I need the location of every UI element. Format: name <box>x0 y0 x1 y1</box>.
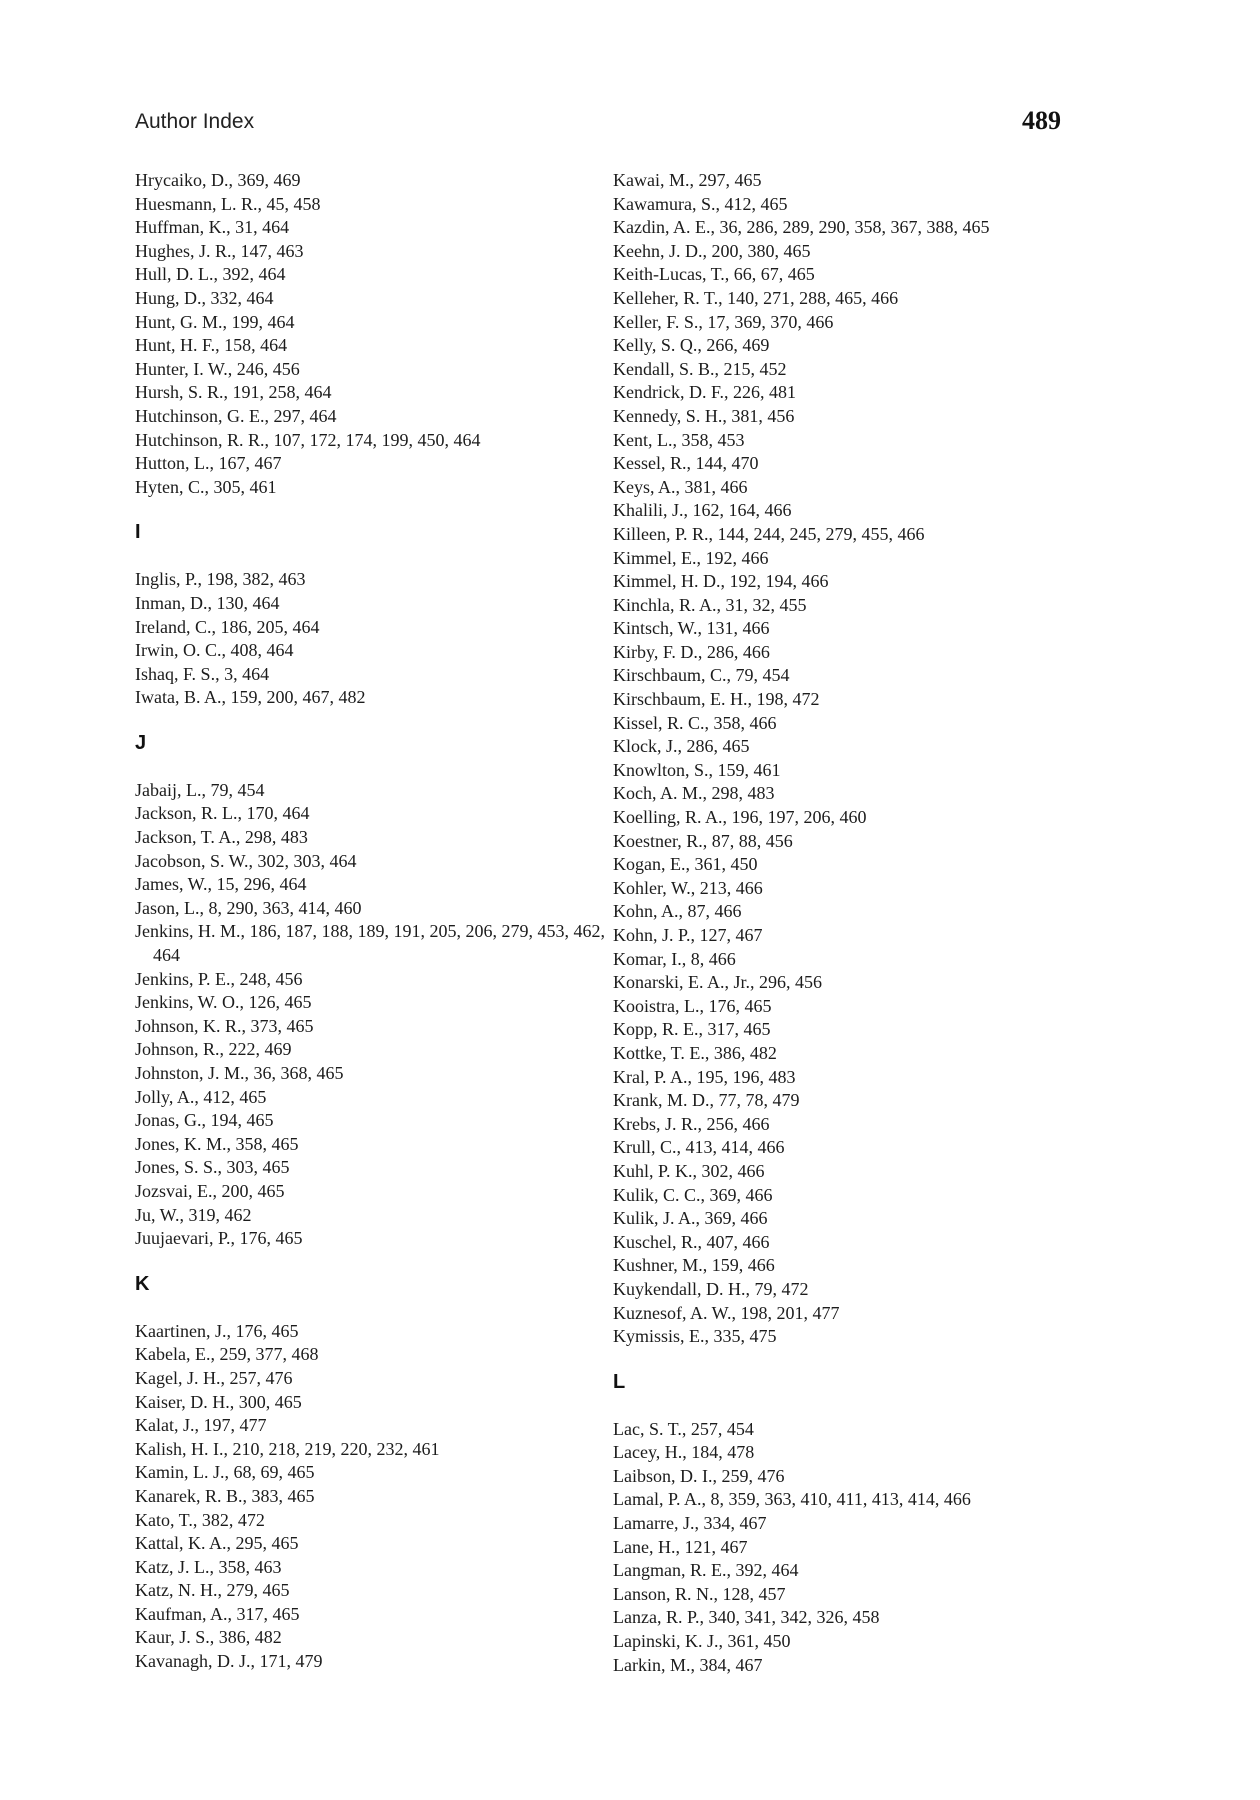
index-entry: Kulik, J. A., 369, 466 <box>613 1208 768 1229</box>
index-entry: Kalat, J., 197, 477 <box>135 1415 267 1436</box>
index-entry: Jackson, T. A., 298, 483 <box>135 827 308 848</box>
index-entry: Komar, I., 8, 466 <box>613 948 736 969</box>
index-entry: Lapinski, K. J., 361, 450 <box>613 1631 791 1652</box>
index-entry: Irwin, O. C., 408, 464 <box>135 640 294 661</box>
running-title: Author Index <box>135 110 255 133</box>
index-entry: Lamal, P. A., 8, 359, 363, 410, 411, 413, 414, 466 <box>613 1489 971 1510</box>
index-entry: Lanza, R. P., 340, 341, 342, 326, 458 <box>613 1607 880 1628</box>
index-entry: Koch, A. M., 298, 483 <box>613 783 775 804</box>
index-entry: Hunt, H. F., 158, 464 <box>135 335 288 356</box>
index-entry: Hung, D., 332, 464 <box>135 287 274 308</box>
index-entry: Kuykendall, D. H., 79, 472 <box>613 1278 809 1299</box>
index-entry: Kral, P. A., 195, 196, 483 <box>613 1066 796 1087</box>
index-entry: Jenkins, P. E., 248, 456 <box>135 968 303 989</box>
index-entry: Iwata, B. A., 159, 200, 467, 482 <box>135 687 366 708</box>
index-entry: Krank, M. D., 77, 78, 479 <box>613 1090 800 1111</box>
page-number: 489 <box>1022 106 1061 135</box>
index-entry: Kagel, J. H., 257, 476 <box>135 1367 293 1388</box>
index-entry: Kawai, M., 297, 465 <box>613 170 762 190</box>
index-entry: Ishaq, F. S., 3, 464 <box>135 663 270 684</box>
index-entry: Krull, C., 413, 414, 466 <box>613 1137 785 1158</box>
index-entry: Kogan, E., 361, 450 <box>613 854 758 875</box>
index-entry: Killeen, P. R., 144, 244, 245, 279, 455, 466 <box>613 523 925 544</box>
index-group-h <box>135 169 605 499</box>
index-entry: Juujaevari, P., 176, 465 <box>135 1228 303 1249</box>
index-entry: Hughes, J. R., 147, 463 <box>135 240 304 261</box>
index-entry: Johnson, R., 222, 469 <box>135 1039 292 1060</box>
index-entry: Lamarre, J., 334, 467 <box>613 1513 767 1534</box>
index-entry: Kushner, M., 159, 466 <box>613 1255 775 1276</box>
index-entry: Jones, S. S., 303, 465 <box>135 1157 290 1178</box>
index-entry: Kimmel, H. D., 192, 194, 466 <box>613 571 829 592</box>
index-group-i <box>135 568 605 710</box>
index-entry: Khalili, J., 162, 164, 466 <box>613 500 792 521</box>
index-entry: Jozsvai, E., 200, 465 <box>135 1180 285 1201</box>
index-group-k <box>135 1320 605 1674</box>
index-entry: Jabaij, L., 79, 454 <box>135 779 265 800</box>
index-entry: Hrycaiko, D., 369, 469 <box>135 170 301 190</box>
index-entry: Kirschbaum, E. H., 198, 472 <box>613 689 820 710</box>
index-entry: Kuznesof, A. W., 198, 201, 477 <box>613 1302 840 1323</box>
index-entry: Ju, W., 319, 462 <box>135 1204 252 1225</box>
index-entry: Keys, A., 381, 466 <box>613 476 748 497</box>
index-entry: Kessel, R., 144, 470 <box>613 453 759 474</box>
index-entry: Hutchinson, R. R., 107, 172, 174, 199, 450, 464 <box>135 429 481 450</box>
index-entry: Kato, T., 382, 472 <box>135 1509 265 1530</box>
right-column <box>613 169 1083 1677</box>
index-group-l <box>613 1418 1083 1678</box>
index-entry: Keller, F. S., 17, 369, 370, 466 <box>613 311 834 332</box>
index-entry: Ireland, C., 186, 205, 464 <box>135 616 320 637</box>
index-entry: Knowlton, S., 159, 461 <box>613 759 781 780</box>
index-entry: Langman, R. E., 392, 464 <box>613 1560 799 1581</box>
index-entry: Hunt, G. M., 199, 464 <box>135 311 295 332</box>
index-entry: James, W., 15, 296, 464 <box>135 874 307 895</box>
index-entry: Koelling, R. A., 196, 197, 206, 460 <box>613 807 867 828</box>
index-entry: Kamin, L. J., 68, 69, 465 <box>135 1462 315 1483</box>
index-entry: Hutton, L., 167, 467 <box>135 453 282 474</box>
index-entry: Lane, H., 121, 467 <box>613 1536 748 1557</box>
index-group-k-continued <box>613 169 1083 1349</box>
index-entry: Kohn, J. P., 127, 467 <box>613 925 763 945</box>
index-entry: Kirschbaum, C., 79, 454 <box>613 665 790 686</box>
index-entry: Lanson, R. N., 128, 457 <box>613 1583 786 1604</box>
index-entry: Jacobson, S. W., 302, 303, 464 <box>135 850 357 871</box>
section-letter-k: K <box>135 1272 150 1295</box>
index-entry: Kavanagh, D. J., 171, 479 <box>135 1651 323 1672</box>
index-entry: Kazdin, A. E., 36, 286, 289, 290, 358, 367, 388, 465 <box>613 217 990 238</box>
index-entry: Jonas, G., 194, 465 <box>135 1110 274 1131</box>
index-entry: Kelly, S. Q., 266, 469 <box>613 335 770 356</box>
index-entry: Kintsch, W., 131, 466 <box>613 618 770 639</box>
index-entry: Kaufman, A., 317, 465 <box>135 1603 300 1624</box>
index-entry: Kelleher, R. T., 140, 271, 288, 465, 466 <box>613 287 899 308</box>
index-entry: Kanarek, R. B., 383, 465 <box>135 1485 315 1506</box>
index-entry: Johnson, K. R., 373, 465 <box>135 1015 314 1036</box>
index-entry: Krebs, J. R., 256, 466 <box>613 1113 770 1134</box>
index-entry: Jolly, A., 412, 465 <box>135 1086 267 1107</box>
index-entry: Jenkins, H. M., 186, 187, 188, 189, 191, 205, 206, 279, 453, 462, 464 <box>135 921 606 966</box>
index-entry: Lac, S. T., 257, 454 <box>613 1418 754 1439</box>
index-entry: Inman, D., 130, 464 <box>135 592 280 613</box>
index-entry: Kimmel, E., 192, 466 <box>613 547 769 568</box>
index-entry: Inglis, P., 198, 382, 463 <box>135 569 306 590</box>
index-entry: Hursh, S. R., 191, 258, 464 <box>135 382 332 403</box>
index-entry: Hull, D. L., 392, 464 <box>135 264 286 285</box>
index-entry: Jones, K. M., 358, 465 <box>135 1133 299 1154</box>
index-entry: Kent, L., 358, 453 <box>613 429 745 450</box>
index-entry: Konarski, E. A., Jr., 296, 456 <box>613 972 822 993</box>
index-entry: Kabela, E., 259, 377, 468 <box>135 1344 319 1365</box>
index-entry: Larkin, M., 384, 467 <box>613 1654 763 1675</box>
index-entry: Laibson, D. I., 259, 476 <box>613 1465 785 1486</box>
index-entry: Hunter, I. W., 246, 456 <box>135 358 300 379</box>
index-entry: Kohler, W., 213, 466 <box>613 877 763 898</box>
index-entry: Klock, J., 286, 465 <box>613 736 750 757</box>
index-entry: Jackson, R. L., 170, 464 <box>135 803 310 824</box>
index-entry: Keehn, J. D., 200, 380, 465 <box>613 240 811 261</box>
index-entry: Kopp, R. E., 317, 465 <box>613 1019 771 1040</box>
index-entry: Kaiser, D. H., 300, 465 <box>135 1391 302 1412</box>
index-entry: Jenkins, W. O., 126, 465 <box>135 992 312 1013</box>
index-entry: Kaartinen, J., 176, 465 <box>135 1320 299 1341</box>
index-entry: Huffman, K., 31, 464 <box>135 217 290 238</box>
page-header <box>135 104 1061 136</box>
index-entry: Kawamura, S., 412, 465 <box>613 193 788 214</box>
index-entry: Katz, J. L., 358, 463 <box>135 1556 282 1577</box>
section-letter-i: I <box>135 521 141 544</box>
index-entry: Lacey, H., 184, 478 <box>613 1442 755 1463</box>
index-entry: Katz, N. H., 279, 465 <box>135 1580 290 1601</box>
index-entry: Hutchinson, G. E., 297, 464 <box>135 405 337 426</box>
section-letter-l: L <box>613 1370 626 1393</box>
index-entry: Huesmann, L. R., 45, 458 <box>135 193 321 214</box>
index-entry: Kirby, F. D., 286, 466 <box>613 641 770 662</box>
index-entry: Kattal, K. A., 295, 465 <box>135 1533 299 1554</box>
index-entry: Kuhl, P. K., 302, 466 <box>613 1160 765 1181</box>
index-entry: Kendall, S. B., 215, 452 <box>613 358 787 379</box>
index-entry: Kymissis, E., 335, 475 <box>613 1326 777 1347</box>
section-letter-j: J <box>135 731 147 754</box>
index-group-j <box>135 779 605 1251</box>
index-entry: Kulik, C. C., 369, 466 <box>613 1184 773 1205</box>
index-entry: Kohn, A., 87, 466 <box>613 901 742 922</box>
index-entry: Johnston, J. M., 36, 368, 465 <box>135 1063 344 1083</box>
index-entry: Kinchla, R. A., 31, 32, 455 <box>613 594 807 615</box>
index-entry: Kendrick, D. F., 226, 481 <box>613 382 797 403</box>
index-entry: Kottke, T. E., 386, 482 <box>613 1042 777 1063</box>
index-entry: Koestner, R., 87, 88, 456 <box>613 830 793 851</box>
index-entry: Kuschel, R., 407, 466 <box>613 1231 770 1252</box>
index-entry: Kennedy, S. H., 381, 456 <box>613 405 795 426</box>
index-entry: Kaur, J. S., 386, 482 <box>135 1627 282 1648</box>
index-entry: Kissel, R. C., 358, 466 <box>613 712 777 733</box>
index-entry: Hyten, C., 305, 461 <box>135 476 277 497</box>
index-entry: Jason, L., 8, 290, 363, 414, 460 <box>135 897 362 918</box>
index-entry: Kooistra, L., 176, 465 <box>613 995 772 1016</box>
index-entry: Keith-Lucas, T., 66, 67, 465 <box>613 264 815 285</box>
left-column <box>135 169 605 1674</box>
index-entry: Kalish, H. I., 210, 218, 219, 220, 232, 461 <box>135 1438 440 1459</box>
